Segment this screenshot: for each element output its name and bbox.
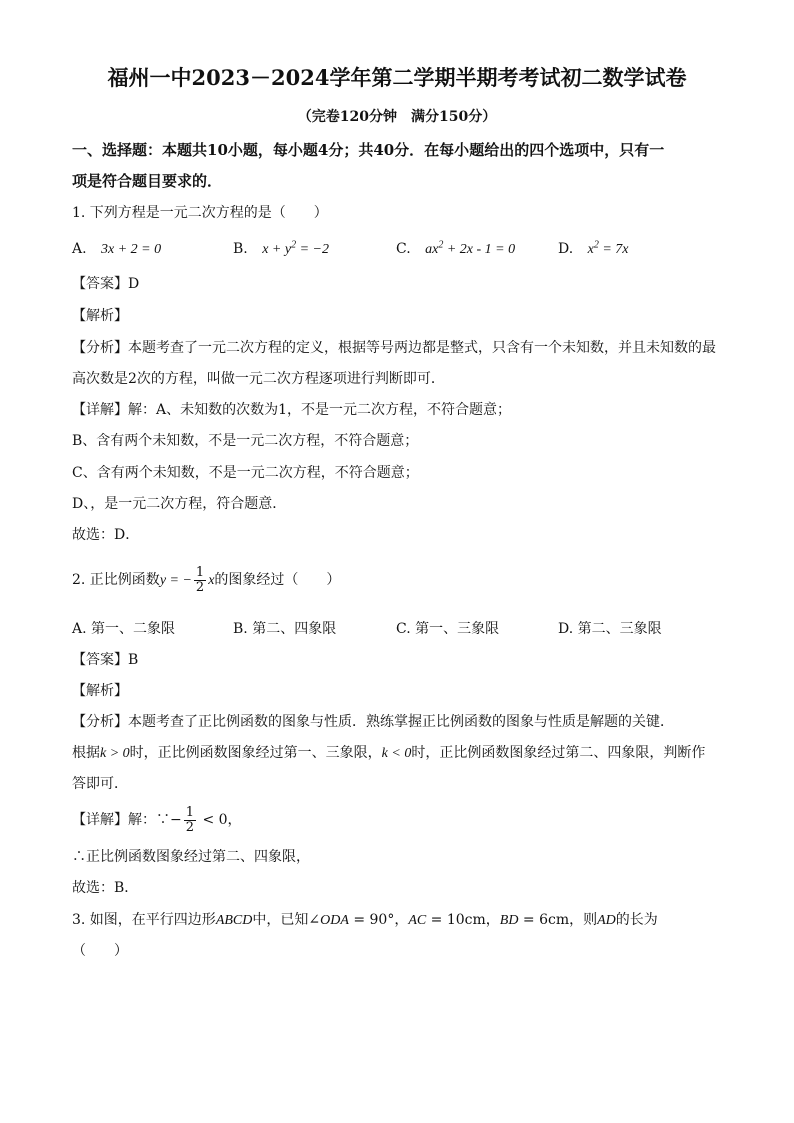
expr-sup: 2 <box>593 239 599 251</box>
fraction <box>194 566 206 595</box>
q2-option-a: A. 第一、二象限 <box>72 621 176 637</box>
stem-text: = 6cm，则 <box>518 912 598 928</box>
detail-tag: 【详解】 <box>72 812 128 828</box>
q1-detail-c: C、含有两个未知数，不是一元二次方程，不符合题意； <box>72 465 419 481</box>
q2-choose: 故选：B． <box>72 880 139 896</box>
fraction-denominator: 2 <box>195 579 205 595</box>
stem-math: ABCD <box>215 913 253 928</box>
q1-analysis-cont: 高次数是2次的方程，叫做一元二次方程逐项进行判断即可． <box>72 371 445 387</box>
q1-detail-b: B、含有两个未知数，不是一元二次方程，不符合题意； <box>72 433 419 449</box>
q1-option-c <box>396 240 515 259</box>
exam-subtitle: （完卷120分钟 满分150分） <box>297 109 497 125</box>
q2-analysis <box>72 713 674 731</box>
q2-option-d: D. 第二、三象限 <box>558 621 662 637</box>
detail-text: < 0， <box>198 812 242 828</box>
q1-jiexi: 【解析】 <box>72 308 128 324</box>
answer-value: D <box>128 276 140 292</box>
page-title: 福州一中2023－2024学年第二学期半期考考试初二数学试卷 <box>107 65 687 90</box>
expr-sup: 2 <box>291 239 297 251</box>
expr-sup: 2 <box>438 239 444 251</box>
q1-option-a <box>72 240 161 259</box>
rule-math: k > 0 <box>100 746 130 761</box>
q2-detail <box>72 803 242 837</box>
q3-stem-cont: （ ） <box>72 943 128 959</box>
analysis-tag: 【分析】 <box>72 340 128 356</box>
stem-math: AD <box>597 913 616 928</box>
stem-math: BD <box>499 913 519 928</box>
q1-detail <box>72 401 511 419</box>
analysis-text: 本题考查了正比例函数的图象与性质．熟练掌握正比例函数的图象与性质是解题的关键． <box>128 714 674 730</box>
stem-text: = 10cm， <box>426 912 500 928</box>
stem-text: 2. 正比例函数 <box>72 572 160 588</box>
detail-text: 解：A、未知数的次数为1，不是一元二次方程，不符合题意； <box>128 402 512 418</box>
rule-math: k < 0 <box>381 746 412 761</box>
rule-text: 根据 <box>72 745 100 761</box>
expr-part: + 2x - 1 = 0 <box>443 242 516 257</box>
stem-math: x <box>208 573 215 588</box>
rule-text: 时，正比例函数图象经过第一、三象限， <box>129 745 382 761</box>
expr-part: = 7x <box>598 242 629 257</box>
q2-rule <box>72 744 705 763</box>
q1-option-d <box>558 240 629 259</box>
q1-stem: 1. 下列方程是一元二次方程的是（ ） <box>72 205 328 221</box>
rule-text: 时，正比例函数图象经过第二、四象限，判断作 <box>411 745 706 761</box>
q2-detail-2: ∴正比例函数图象经过第二、四象限， <box>72 849 310 865</box>
option-label: D. <box>558 241 574 257</box>
detail-tag: 【详解】 <box>72 402 128 418</box>
expr-part: x + y <box>262 242 292 257</box>
fraction-numerator: 1 <box>185 804 195 820</box>
section-heading: 一、选择题：本题共10小题，每小题4分；共40分．在每小题给出的四个选项中，只有一 <box>72 141 665 159</box>
option-expr <box>425 239 516 257</box>
q2-answer <box>72 651 138 669</box>
stem-math: AC <box>408 913 427 928</box>
stem-math: y = − <box>159 573 192 588</box>
option-expr: 3x + 2 = 0 <box>101 242 162 257</box>
detail-text: 解：∵− <box>128 812 182 828</box>
stem-text: 的长为 <box>615 912 658 928</box>
analysis-text: 本题考查了一元二次方程的定义，根据等号两边都是整式，只含有一个未知数，并且未知数的最 <box>128 340 716 356</box>
answer-tag: 【答案】 <box>72 276 128 292</box>
stem-text: 3. 如图，在平行四边形 <box>72 912 216 928</box>
q2-rule-cont: 答即可． <box>72 776 128 792</box>
q2-option-b: B. 第二、四象限 <box>233 621 337 637</box>
expr-part: ax <box>425 242 439 257</box>
fraction-numerator: 1 <box>195 564 205 580</box>
stem-text: 的图象经过（ ） <box>214 572 341 588</box>
option-label: A. <box>72 241 87 257</box>
option-label: B. <box>233 241 248 257</box>
stem-text: = 90°， <box>348 912 409 928</box>
expr-part: x <box>587 242 594 257</box>
q1-option-b <box>233 240 329 259</box>
stem-math: ODA <box>320 913 349 928</box>
analysis-tag: 【分析】 <box>72 714 128 730</box>
answer-tag: 【答案】 <box>72 652 128 668</box>
answer-value: B <box>128 652 139 668</box>
fraction-denominator: 2 <box>185 819 195 835</box>
q1-answer <box>72 275 139 293</box>
q3-stem <box>72 911 658 930</box>
q1-detail-d: D、，是一元二次方程，符合题意． <box>72 496 287 512</box>
q1-analysis <box>72 339 716 357</box>
q2-jiexi: 【解析】 <box>72 683 128 699</box>
stem-text: 中，已知∠ <box>252 912 321 928</box>
option-expr <box>587 239 629 257</box>
option-expr <box>262 239 329 257</box>
option-label: C. <box>396 241 411 257</box>
q2-stem <box>72 563 340 598</box>
q1-choose: 故选：D． <box>72 527 140 543</box>
q2-option-c: C. 第一、三象限 <box>396 621 500 637</box>
fraction <box>184 806 196 835</box>
section-heading-cont: 项是符合题目要求的． <box>72 172 223 190</box>
expr-part: = −2 <box>296 242 329 257</box>
